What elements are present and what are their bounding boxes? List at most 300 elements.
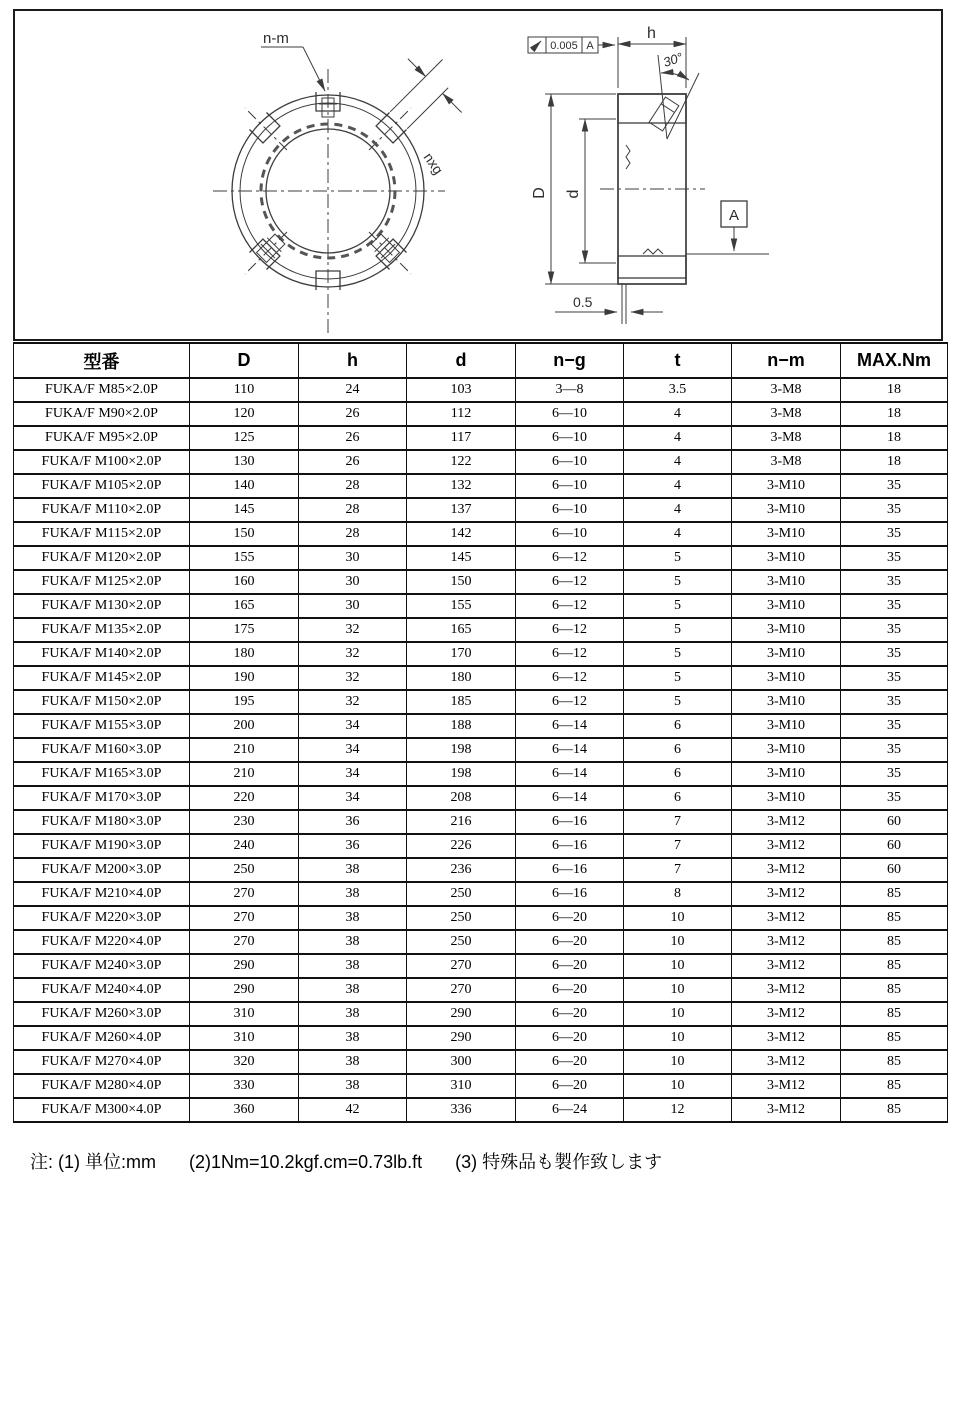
cell-d: 165 xyxy=(407,618,516,642)
cell-h: 42 xyxy=(299,1098,407,1122)
table-row xyxy=(14,1002,948,1026)
table-row xyxy=(14,762,948,786)
cell-model: FUKA/F M210×4.0P xyxy=(14,882,190,906)
footnote-custom: (3) 特殊品も製作致します xyxy=(455,1152,663,1172)
cell-max_nm: 35 xyxy=(841,666,948,690)
cell-d: 170 xyxy=(407,642,516,666)
cell-D: 110 xyxy=(190,378,299,402)
cell-max_nm: 60 xyxy=(841,810,948,834)
cell-max_nm: 35 xyxy=(841,594,948,618)
cell-max_nm: 35 xyxy=(841,786,948,810)
cell-h: 38 xyxy=(299,1074,407,1098)
cell-h: 38 xyxy=(299,906,407,930)
cell-D: 220 xyxy=(190,786,299,810)
cell-max_nm: 18 xyxy=(841,450,948,474)
cell-n_m: 3-M12 xyxy=(732,882,841,906)
cell-d: 270 xyxy=(407,954,516,978)
cell-d: 180 xyxy=(407,666,516,690)
cell-d: 208 xyxy=(407,786,516,810)
cell-n_m: 3-M10 xyxy=(732,594,841,618)
table-row xyxy=(14,834,948,858)
cell-t: 10 xyxy=(624,906,732,930)
cell-n_m: 3-M12 xyxy=(732,834,841,858)
cell-t: 10 xyxy=(624,954,732,978)
cell-t: 5 xyxy=(624,570,732,594)
cell-n_g: 6—20 xyxy=(516,930,624,954)
cell-model: FUKA/F M220×4.0P xyxy=(14,930,190,954)
cell-n_m: 3-M12 xyxy=(732,978,841,1002)
cell-max_nm: 18 xyxy=(841,426,948,450)
drawing-panel xyxy=(13,9,943,341)
cell-t: 5 xyxy=(624,546,732,570)
cell-D: 130 xyxy=(190,450,299,474)
column-header-model: 型番 xyxy=(14,343,190,378)
cell-h: 32 xyxy=(299,690,407,714)
cell-t: 4 xyxy=(624,402,732,426)
table-row xyxy=(14,738,948,762)
cell-n_g: 3—8 xyxy=(516,378,624,402)
section-view xyxy=(528,25,769,324)
cell-max_nm: 35 xyxy=(841,498,948,522)
cell-h: 30 xyxy=(299,546,407,570)
cell-n_m: 3-M12 xyxy=(732,954,841,978)
cell-model: FUKA/F M85×2.0P xyxy=(14,378,190,402)
cell-d: 122 xyxy=(407,450,516,474)
cell-h: 38 xyxy=(299,954,407,978)
table-row xyxy=(14,546,948,570)
cell-t: 3.5 xyxy=(624,378,732,402)
spec-table xyxy=(13,342,948,1123)
table-row xyxy=(14,906,948,930)
cell-max_nm: 35 xyxy=(841,714,948,738)
cell-D: 120 xyxy=(190,402,299,426)
cell-t: 10 xyxy=(624,930,732,954)
cell-n_g: 6—16 xyxy=(516,834,624,858)
cell-max_nm: 85 xyxy=(841,978,948,1002)
cell-model: FUKA/F M135×2.0P xyxy=(14,618,190,642)
cell-n_m: 3-M8 xyxy=(732,426,841,450)
cell-h: 38 xyxy=(299,930,407,954)
cell-model: FUKA/F M240×4.0P xyxy=(14,978,190,1002)
cell-model: FUKA/F M90×2.0P xyxy=(14,402,190,426)
cell-n_m: 3-M12 xyxy=(732,1098,841,1122)
cell-h: 32 xyxy=(299,642,407,666)
section-hatch-bottom xyxy=(618,256,686,278)
cell-D: 165 xyxy=(190,594,299,618)
cell-max_nm: 85 xyxy=(841,954,948,978)
cell-h: 24 xyxy=(299,378,407,402)
cell-n_m: 3-M10 xyxy=(732,690,841,714)
cell-max_nm: 35 xyxy=(841,618,948,642)
runout-datum: A xyxy=(586,40,594,52)
cell-model: FUKA/F M95×2.0P xyxy=(14,426,190,450)
cell-d: 198 xyxy=(407,738,516,762)
cell-d: 155 xyxy=(407,594,516,618)
cell-n_g: 6—20 xyxy=(516,1074,624,1098)
cell-D: 150 xyxy=(190,522,299,546)
cell-h: 26 xyxy=(299,426,407,450)
cell-n_g: 6—14 xyxy=(516,714,624,738)
cell-D: 155 xyxy=(190,546,299,570)
cell-d: 132 xyxy=(407,474,516,498)
cell-model: FUKA/F M260×4.0P xyxy=(14,1026,190,1050)
nxg-label: nxg xyxy=(420,149,447,178)
cell-max_nm: 85 xyxy=(841,1002,948,1026)
runout-tolerance-frame xyxy=(528,37,615,53)
cell-t: 5 xyxy=(624,666,732,690)
cell-n_m: 3-M12 xyxy=(732,906,841,930)
cell-d: 250 xyxy=(407,906,516,930)
cell-D: 270 xyxy=(190,882,299,906)
cell-d: 150 xyxy=(407,570,516,594)
cell-t: 8 xyxy=(624,882,732,906)
cell-t: 10 xyxy=(624,1002,732,1026)
cell-t: 5 xyxy=(624,618,732,642)
cell-D: 290 xyxy=(190,954,299,978)
cell-max_nm: 85 xyxy=(841,930,948,954)
cell-max_nm: 35 xyxy=(841,570,948,594)
cell-d: 250 xyxy=(407,882,516,906)
cell-n_g: 6—14 xyxy=(516,786,624,810)
table-row xyxy=(14,1098,948,1122)
cell-model: FUKA/F M155×3.0P xyxy=(14,714,190,738)
cell-t: 10 xyxy=(624,1026,732,1050)
cell-D: 180 xyxy=(190,642,299,666)
cell-h: 28 xyxy=(299,498,407,522)
cell-n_m: 3-M12 xyxy=(732,1074,841,1098)
cell-model: FUKA/F M270×4.0P xyxy=(14,1050,190,1074)
table-row xyxy=(14,1050,948,1074)
cell-t: 5 xyxy=(624,594,732,618)
cell-model: FUKA/F M140×2.0P xyxy=(14,642,190,666)
cell-t: 12 xyxy=(624,1098,732,1122)
cell-max_nm: 85 xyxy=(841,1074,948,1098)
h-label: h xyxy=(647,25,656,42)
cell-t: 6 xyxy=(624,762,732,786)
cell-D: 270 xyxy=(190,906,299,930)
cell-d: 250 xyxy=(407,930,516,954)
cell-h: 34 xyxy=(299,762,407,786)
cell-max_nm: 35 xyxy=(841,546,948,570)
cell-model: FUKA/F M220×3.0P xyxy=(14,906,190,930)
cell-n_m: 3-M10 xyxy=(732,786,841,810)
cell-n_m: 3-M12 xyxy=(732,810,841,834)
cell-model: FUKA/F M125×2.0P xyxy=(14,570,190,594)
cell-max_nm: 18 xyxy=(841,378,948,402)
footnote-conversion: (2)1Nm=10.2kgf.cm=0.73lb.ft xyxy=(189,1152,423,1172)
table-row xyxy=(14,1026,948,1050)
cell-model: FUKA/F M300×4.0P xyxy=(14,1098,190,1122)
cell-n_m: 3-M12 xyxy=(732,1050,841,1074)
cell-h: 38 xyxy=(299,882,407,906)
table-row xyxy=(14,690,948,714)
table-row xyxy=(14,378,948,402)
cell-D: 360 xyxy=(190,1098,299,1122)
thread-mark-top xyxy=(626,145,630,169)
table-row xyxy=(14,930,948,954)
cell-n_m: 3-M10 xyxy=(732,522,841,546)
cell-model: FUKA/F M150×2.0P xyxy=(14,690,190,714)
cell-n_m: 3-M8 xyxy=(732,378,841,402)
cell-n_m: 3-M10 xyxy=(732,666,841,690)
cell-t: 10 xyxy=(624,978,732,1002)
cell-n_g: 6—16 xyxy=(516,810,624,834)
cell-n_m: 3-M12 xyxy=(732,1002,841,1026)
cell-d: 290 xyxy=(407,1002,516,1026)
cell-model: FUKA/F M240×3.0P xyxy=(14,954,190,978)
cell-n_g: 6—20 xyxy=(516,1050,624,1074)
cell-model: FUKA/F M100×2.0P xyxy=(14,450,190,474)
cell-d: 145 xyxy=(407,546,516,570)
cell-D: 320 xyxy=(190,1050,299,1074)
cell-model: FUKA/F M145×2.0P xyxy=(14,666,190,690)
cell-h: 28 xyxy=(299,522,407,546)
cell-model: FUKA/F M115×2.0P xyxy=(14,522,190,546)
cell-n_m: 3-M10 xyxy=(732,738,841,762)
cell-t: 4 xyxy=(624,522,732,546)
cell-model: FUKA/F M105×2.0P xyxy=(14,474,190,498)
cell-h: 34 xyxy=(299,786,407,810)
spec-table-body xyxy=(14,378,948,1122)
column-header-D: D xyxy=(190,343,299,378)
cell-h: 26 xyxy=(299,402,407,426)
front-view xyxy=(213,30,479,333)
cell-n_m: 3-M12 xyxy=(732,930,841,954)
cell-n_g: 6—10 xyxy=(516,450,624,474)
cell-n_m: 3-M8 xyxy=(732,450,841,474)
cell-n_g: 6—14 xyxy=(516,738,624,762)
cell-n_g: 6—12 xyxy=(516,546,624,570)
cell-model: FUKA/F M120×2.0P xyxy=(14,546,190,570)
cell-d: 188 xyxy=(407,714,516,738)
cell-D: 270 xyxy=(190,930,299,954)
cell-t: 7 xyxy=(624,834,732,858)
cell-model: FUKA/F M190×3.0P xyxy=(14,834,190,858)
table-row xyxy=(14,642,948,666)
cell-max_nm: 85 xyxy=(841,1098,948,1122)
n-m-leader-arrow xyxy=(303,47,325,91)
cell-D: 290 xyxy=(190,978,299,1002)
table-row xyxy=(14,666,948,690)
cell-model: FUKA/F M165×3.0P xyxy=(14,762,190,786)
cell-t: 6 xyxy=(624,786,732,810)
lock-nut-drawing xyxy=(15,11,941,339)
cell-max_nm: 35 xyxy=(841,762,948,786)
cell-n_g: 6—10 xyxy=(516,498,624,522)
cell-max_nm: 35 xyxy=(841,474,948,498)
cell-h: 38 xyxy=(299,1002,407,1026)
cell-n_g: 6—16 xyxy=(516,858,624,882)
angle-label: 30° xyxy=(661,49,685,70)
cell-n_m: 3-M10 xyxy=(732,546,841,570)
table-row xyxy=(14,426,948,450)
cell-t: 6 xyxy=(624,738,732,762)
cell-d: 117 xyxy=(407,426,516,450)
cell-n_m: 3-M12 xyxy=(732,1026,841,1050)
cell-h: 36 xyxy=(299,810,407,834)
cell-t: 7 xyxy=(624,810,732,834)
cell-n_g: 6—12 xyxy=(516,570,624,594)
spec-table-head xyxy=(14,343,948,378)
cell-n_m: 3-M10 xyxy=(732,474,841,498)
cell-h: 26 xyxy=(299,450,407,474)
table-row xyxy=(14,882,948,906)
cell-d: 216 xyxy=(407,810,516,834)
offset-label: 0.5 xyxy=(573,294,593,310)
cell-model: FUKA/F M170×3.0P xyxy=(14,786,190,810)
cell-t: 4 xyxy=(624,474,732,498)
cell-D: 240 xyxy=(190,834,299,858)
cell-n_m: 3-M10 xyxy=(732,498,841,522)
cell-t: 5 xyxy=(624,690,732,714)
cell-d: 300 xyxy=(407,1050,516,1074)
D-label: D xyxy=(531,187,548,199)
cell-D: 145 xyxy=(190,498,299,522)
cell-model: FUKA/F M130×2.0P xyxy=(14,594,190,618)
cell-D: 310 xyxy=(190,1002,299,1026)
table-row xyxy=(14,570,948,594)
table-row xyxy=(14,474,948,498)
cell-max_nm: 35 xyxy=(841,738,948,762)
cell-D: 210 xyxy=(190,762,299,786)
runout-value: 0.005 xyxy=(550,40,578,52)
cell-n_g: 6—10 xyxy=(516,474,624,498)
table-row xyxy=(14,786,948,810)
cell-model: FUKA/F M280×4.0P xyxy=(14,1074,190,1098)
cell-max_nm: 85 xyxy=(841,1050,948,1074)
thread-mark-bottom xyxy=(643,249,663,254)
column-header-n_g: n−g xyxy=(516,343,624,378)
cell-h: 38 xyxy=(299,978,407,1002)
cell-n_g: 6—12 xyxy=(516,594,624,618)
footnote-units: 注: (1) 単位:mm xyxy=(30,1152,156,1172)
cell-h: 32 xyxy=(299,618,407,642)
cell-max_nm: 35 xyxy=(841,642,948,666)
cell-n_g: 6—16 xyxy=(516,882,624,906)
cell-model: FUKA/F M260×3.0P xyxy=(14,1002,190,1026)
d-label: d xyxy=(565,189,582,199)
cell-n_g: 6—20 xyxy=(516,978,624,1002)
cell-h: 30 xyxy=(299,570,407,594)
cell-n_g: 6—10 xyxy=(516,522,624,546)
table-row xyxy=(14,1074,948,1098)
cell-d: 137 xyxy=(407,498,516,522)
cell-max_nm: 85 xyxy=(841,1026,948,1050)
cell-h: 34 xyxy=(299,714,407,738)
table-row xyxy=(14,714,948,738)
table-row xyxy=(14,978,948,1002)
cell-model: FUKA/F M110×2.0P xyxy=(14,498,190,522)
cell-d: 310 xyxy=(407,1074,516,1098)
cell-t: 10 xyxy=(624,1050,732,1074)
cell-D: 210 xyxy=(190,738,299,762)
cell-n_g: 6—12 xyxy=(516,690,624,714)
cell-t: 10 xyxy=(624,1074,732,1098)
column-header-t: t xyxy=(624,343,732,378)
cell-D: 330 xyxy=(190,1074,299,1098)
cell-model: FUKA/F M200×3.0P xyxy=(14,858,190,882)
table-row xyxy=(14,810,948,834)
cell-max_nm: 85 xyxy=(841,906,948,930)
cell-model: FUKA/F M160×3.0P xyxy=(14,738,190,762)
cell-D: 230 xyxy=(190,810,299,834)
cell-D: 195 xyxy=(190,690,299,714)
cell-d: 270 xyxy=(407,978,516,1002)
table-row xyxy=(14,858,948,882)
cell-D: 175 xyxy=(190,618,299,642)
cell-n_m: 3-M10 xyxy=(732,618,841,642)
cell-n_g: 6—24 xyxy=(516,1098,624,1122)
cell-D: 160 xyxy=(190,570,299,594)
cell-h: 30 xyxy=(299,594,407,618)
cell-n_m: 3-M8 xyxy=(732,402,841,426)
footnote xyxy=(30,1148,662,1174)
cell-t: 6 xyxy=(624,714,732,738)
cell-h: 38 xyxy=(299,858,407,882)
cell-max_nm: 18 xyxy=(841,402,948,426)
column-header-h: h xyxy=(299,343,407,378)
cell-t: 4 xyxy=(624,426,732,450)
table-row xyxy=(14,522,948,546)
cell-D: 310 xyxy=(190,1026,299,1050)
cell-n_m: 3-M10 xyxy=(732,714,841,738)
column-header-n_m: n−m xyxy=(732,343,841,378)
cell-h: 28 xyxy=(299,474,407,498)
cell-h: 36 xyxy=(299,834,407,858)
cell-n_g: 6—12 xyxy=(516,666,624,690)
spec-table-head-row xyxy=(14,343,948,378)
cell-max_nm: 60 xyxy=(841,834,948,858)
cell-d: 226 xyxy=(407,834,516,858)
cell-D: 200 xyxy=(190,714,299,738)
cell-h: 34 xyxy=(299,738,407,762)
cell-d: 336 xyxy=(407,1098,516,1122)
cell-d: 103 xyxy=(407,378,516,402)
nxg-dimension xyxy=(373,42,479,148)
cell-t: 4 xyxy=(624,498,732,522)
cell-n_g: 6—20 xyxy=(516,954,624,978)
datum-label: A xyxy=(728,207,740,224)
cell-d: 142 xyxy=(407,522,516,546)
column-header-d: d xyxy=(407,343,516,378)
table-row xyxy=(14,498,948,522)
cell-t: 7 xyxy=(624,858,732,882)
cell-max_nm: 35 xyxy=(841,522,948,546)
n-m-label: n-m xyxy=(263,30,289,47)
cell-h: 32 xyxy=(299,666,407,690)
cell-n_m: 3-M10 xyxy=(732,642,841,666)
cell-h: 38 xyxy=(299,1026,407,1050)
cell-d: 185 xyxy=(407,690,516,714)
cell-n_g: 6—20 xyxy=(516,1026,624,1050)
cell-n_m: 3-M10 xyxy=(732,570,841,594)
cell-n_g: 6—12 xyxy=(516,618,624,642)
table-row xyxy=(14,618,948,642)
table-row xyxy=(14,402,948,426)
cell-d: 112 xyxy=(407,402,516,426)
cell-n_m: 3-M12 xyxy=(732,858,841,882)
cell-n_g: 6—14 xyxy=(516,762,624,786)
cell-D: 190 xyxy=(190,666,299,690)
table-row xyxy=(14,594,948,618)
cell-model: FUKA/F M180×3.0P xyxy=(14,810,190,834)
cell-n_g: 6—20 xyxy=(516,906,624,930)
cell-max_nm: 35 xyxy=(841,690,948,714)
cell-n_g: 6—20 xyxy=(516,1002,624,1026)
cell-d: 290 xyxy=(407,1026,516,1050)
table-row xyxy=(14,450,948,474)
cell-D: 125 xyxy=(190,426,299,450)
